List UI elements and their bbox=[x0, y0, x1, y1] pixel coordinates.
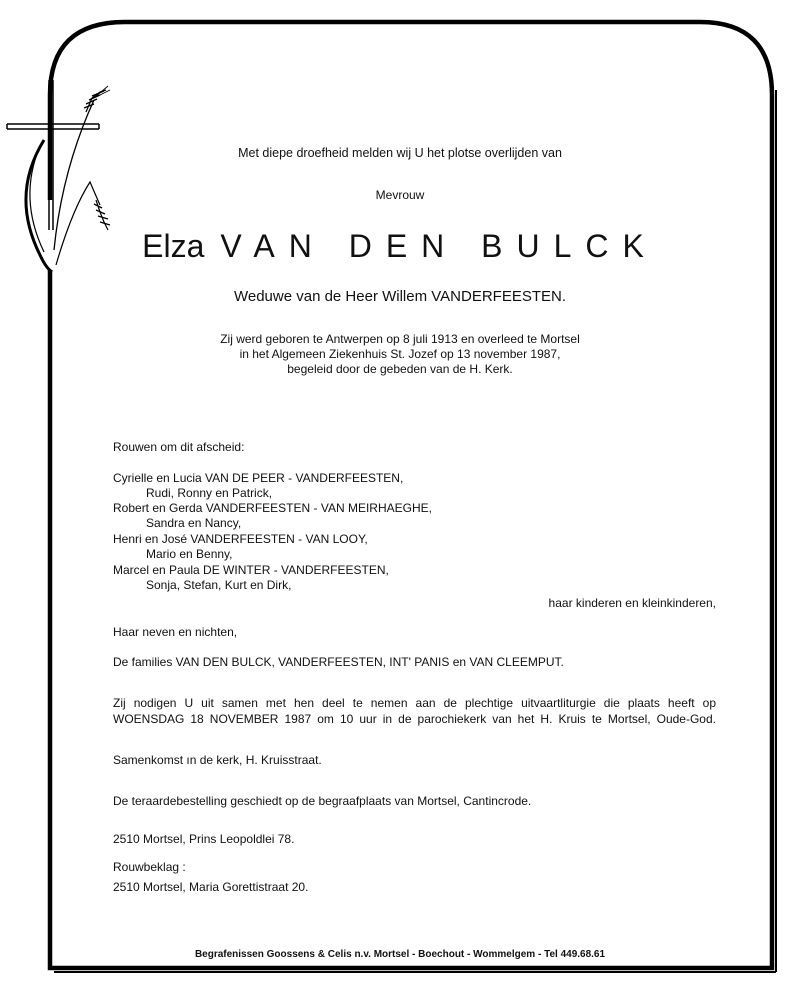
invite-line-1: Zij nodigen U uit samen met hen deel te nemen aan de plechtige uitvaartliturgie die plaats heeft op bbox=[113, 696, 716, 710]
family-parents: Cyrielle en Lucia VAN DE PEER - VANDERFEESTEN, bbox=[113, 471, 404, 485]
condolence-address: 2510 Mortsel, Maria Gorettistraat 20. bbox=[113, 880, 309, 894]
nephews-line: Haar neven en nichten, bbox=[113, 625, 238, 639]
undertaker-footer: Begrafenissen Goossens & Celis n.v. Mortsel - Boechout - Wommelgem - Tel 449.68.61 bbox=[194, 949, 606, 960]
birth-line-1: Zij werd geboren te Antwerpen op 8 juli 1913 en overleed te Mortsel bbox=[220, 332, 580, 346]
invite-line-2: WOENSDAG 18 NOVEMBER 1987 om 10 uur in de parochiekerk van het H. Kruis te Mortsel, Oude-God. bbox=[113, 712, 716, 726]
family-parents: Henri en José VANDERFEESTEN - VAN LOOY, bbox=[113, 532, 368, 546]
family-children: Rudi, Ronny en Patrick, bbox=[146, 486, 273, 500]
intro-text: Met diepe droefheid melden wij U het plotse overlijden van bbox=[238, 146, 562, 160]
family-parents: Robert en Gerda VANDERFEESTEN - VAN MEIRHAEGHE, bbox=[113, 501, 432, 515]
home-address: 2510 Mortsel, Prins Leopoldlei 78. bbox=[113, 832, 295, 846]
gathering-line: Samenkomst ın de kerk, H. Kruisstraat. bbox=[113, 753, 322, 767]
burial-line: De teraardebestelling geschiedt op de begraafplaats van Mortsel, Cantincrode. bbox=[113, 794, 532, 808]
surname: VAN DEN BULCK bbox=[220, 228, 658, 264]
condolence-label: Rouwbeklag : bbox=[113, 860, 186, 874]
mourners-heading: Rouwen om dit afscheid: bbox=[113, 440, 245, 454]
family-children: Sonja, Stefan, Kurt en Dirk, bbox=[146, 578, 292, 592]
family-parents: Marcel en Paula DE WINTER - VANDERFEESTEN, bbox=[113, 563, 389, 577]
birth-line-3: begeleid door de gebeden van de H. Kerk. bbox=[287, 362, 513, 376]
birth-line-2: in het Algemeen Ziekenhuis St. Jozef op 13 november 1987, bbox=[239, 347, 561, 361]
first-name: Elza bbox=[142, 228, 205, 264]
deceased-name bbox=[0, 226, 800, 266]
honorific: Mevrouw bbox=[375, 188, 425, 202]
widow-line: Weduwe van de Heer Willem VANDERFEESTEN. bbox=[233, 288, 567, 305]
families-line: De families VAN DEN BULCK, VANDERFEESTEN, INT' PANIS en VAN CLEEMPUT. bbox=[113, 655, 564, 669]
family-children: Sandra en Nancy, bbox=[146, 516, 242, 530]
family-children: Mario en Benny, bbox=[146, 547, 233, 561]
children-closing: haar kinderen en kleinkinderen, bbox=[548, 596, 716, 610]
